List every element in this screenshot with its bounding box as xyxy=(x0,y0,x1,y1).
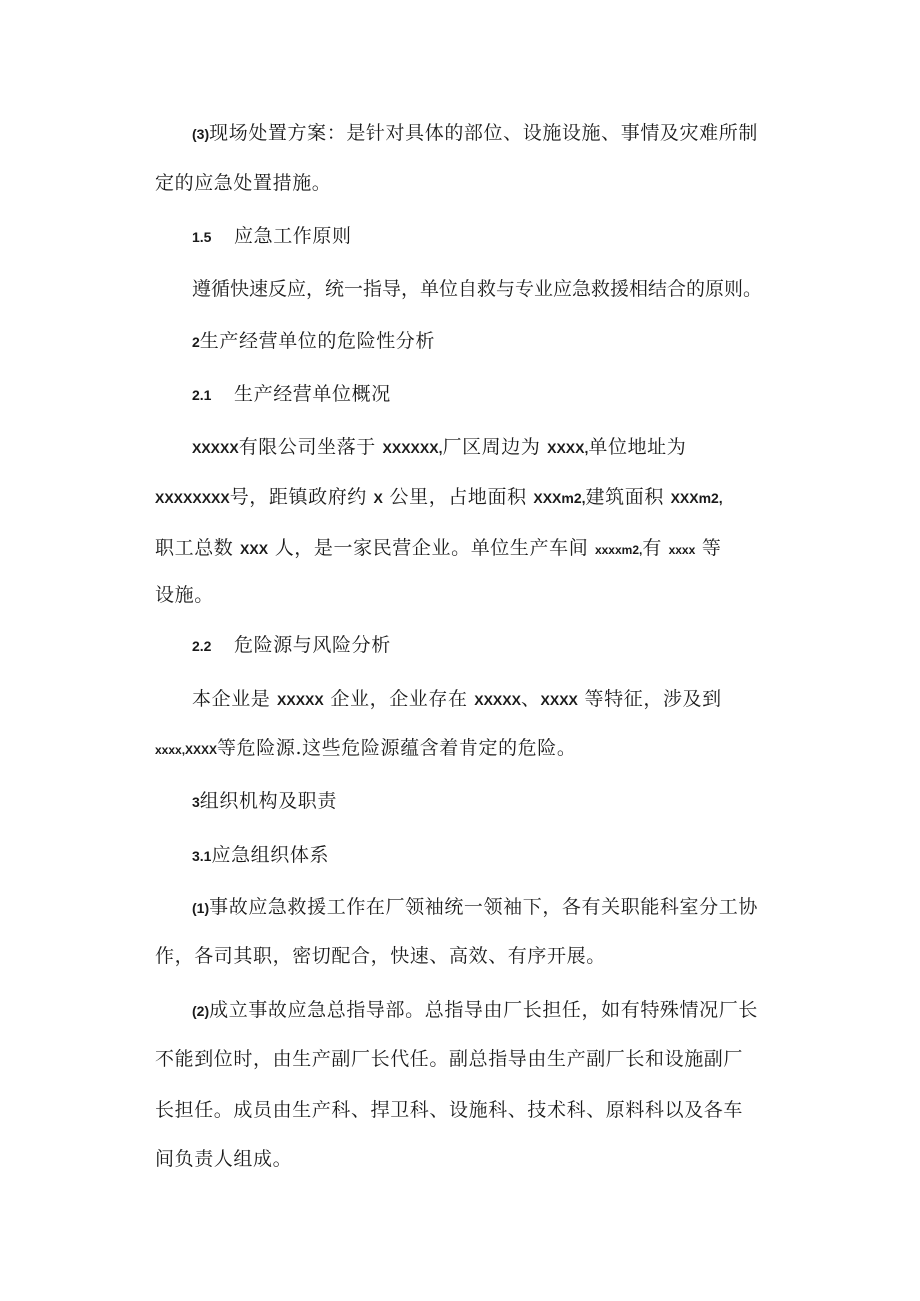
org-paragraph-2-line-4: 间负责人组成。 xyxy=(155,1148,293,1170)
section-title: 生产经营单位概况 xyxy=(234,383,391,405)
overview-text: 公里，占地面积 xyxy=(389,486,527,508)
section-title: 应急工作原则 xyxy=(234,225,352,247)
org-paragraph-2-line-1 xyxy=(192,997,812,1024)
placeholder-surroundings: XXXX, xyxy=(547,440,589,456)
overview-line-4: 设施。 xyxy=(155,584,214,606)
principle-paragraph: 遵循快速反应，统一指导，单位自救与专业应急救援相结合的原则。 xyxy=(192,278,763,300)
placeholder-building-area: XXXm2, xyxy=(670,490,723,506)
org-paragraph-2-line-3: 长担任。成员由生产科、捍卫科、设施科、技术科、原料科以及各车 xyxy=(155,1099,744,1121)
overview-text: 职工总数 xyxy=(155,537,234,559)
section-heading-2-1 xyxy=(192,381,391,408)
placeholder-workshop-area: xxxxm2, xyxy=(594,543,643,557)
overview-text: 有 xyxy=(642,537,662,559)
placeholder-feature-2: XXXX xyxy=(540,692,578,708)
section-title: 组织机构及职责 xyxy=(199,790,337,812)
section-number: 2 xyxy=(192,334,200,350)
section-heading-2-2 xyxy=(192,632,391,659)
section-heading-3-1 xyxy=(192,842,329,869)
paragraph-text: 现场处置方案：是针对具体的部位、设施设施、事情及灾难所制 xyxy=(209,122,758,144)
hazard-text: 企业，企业存在 xyxy=(330,688,468,710)
section-number: 3.1 xyxy=(192,848,212,864)
hazard-text: 、 xyxy=(520,688,541,710)
placeholder-location: XXXXXX, xyxy=(382,440,443,456)
placeholder-company: XXXXX xyxy=(192,440,239,456)
section-number: 1.5 xyxy=(192,229,212,245)
overview-line-1 xyxy=(192,434,812,461)
paragraph-text: 成立事故应急总指导部。总指导由厂长担任，如有特殊情况厂长 xyxy=(209,999,758,1021)
hazard-text: 本企业是 xyxy=(192,688,271,710)
section-heading-2 xyxy=(192,328,435,355)
hazard-text: 等危险源.这些危险源蕴含着肯定的危险。 xyxy=(217,737,577,759)
placeholder-facilities: xxxx xyxy=(668,543,696,557)
paragraph-text: 事故应急救援工作在厂领袖统一领袖下，各有关职能科室分工协 xyxy=(209,896,758,918)
org-paragraph-1-line-1 xyxy=(192,894,812,921)
overview-text: 有限公司坐落于 xyxy=(238,436,376,458)
placeholder-distance: X xyxy=(373,490,383,506)
section-number: 3 xyxy=(192,794,200,810)
overview-line-2 xyxy=(155,484,775,511)
hazard-line-2 xyxy=(155,735,775,763)
section-title: 应急组织体系 xyxy=(211,844,330,866)
placeholder-address: XXXXXXXX xyxy=(155,490,230,506)
placeholder-industry: XXXXX xyxy=(277,692,324,708)
section-title: 生产经营单位的危险性分析 xyxy=(199,330,435,352)
hazard-line-1 xyxy=(192,686,812,713)
placeholder-hazard-sources: xxxx,XXXX xyxy=(155,743,218,757)
list-marker: (2) xyxy=(192,1003,210,1019)
section-title: 危险源与风险分析 xyxy=(234,634,391,656)
overview-text: 单位地址为 xyxy=(588,436,687,458)
section-heading-1-5 xyxy=(192,223,352,250)
list-marker: (1) xyxy=(192,900,210,916)
hazard-text: 等特征，涉及到 xyxy=(584,688,722,710)
list-marker: (3) xyxy=(192,126,210,142)
org-paragraph-2-line-2: 不能到位时，由生产副厂长代任。副总指导由生产副厂长和设施副厂 xyxy=(155,1048,744,1070)
org-paragraph-1-line-2: 作，各司其职，密切配合，快速、高效、有序开展。 xyxy=(155,945,606,967)
placeholder-feature-1: XXXXX xyxy=(474,692,521,708)
overview-text: 建筑面积 xyxy=(585,486,664,508)
placeholder-area: XXXm2, xyxy=(533,490,586,506)
overview-text: 人，是一家民营企业。单位生产车间 xyxy=(274,537,589,559)
placeholder-staff: XXX xyxy=(240,541,269,557)
paragraph-3-line-1 xyxy=(192,120,812,147)
overview-line-3 xyxy=(155,535,775,563)
overview-text: 号，距镇政府约 xyxy=(229,486,367,508)
section-number: 2.1 xyxy=(192,387,212,403)
section-heading-3 xyxy=(192,788,337,815)
overview-text: 等 xyxy=(701,537,722,559)
paragraph-3-line-2: 定的应急处置措施。 xyxy=(155,172,332,194)
overview-text: 厂区周边为 xyxy=(442,436,541,458)
section-number: 2.2 xyxy=(192,638,212,654)
